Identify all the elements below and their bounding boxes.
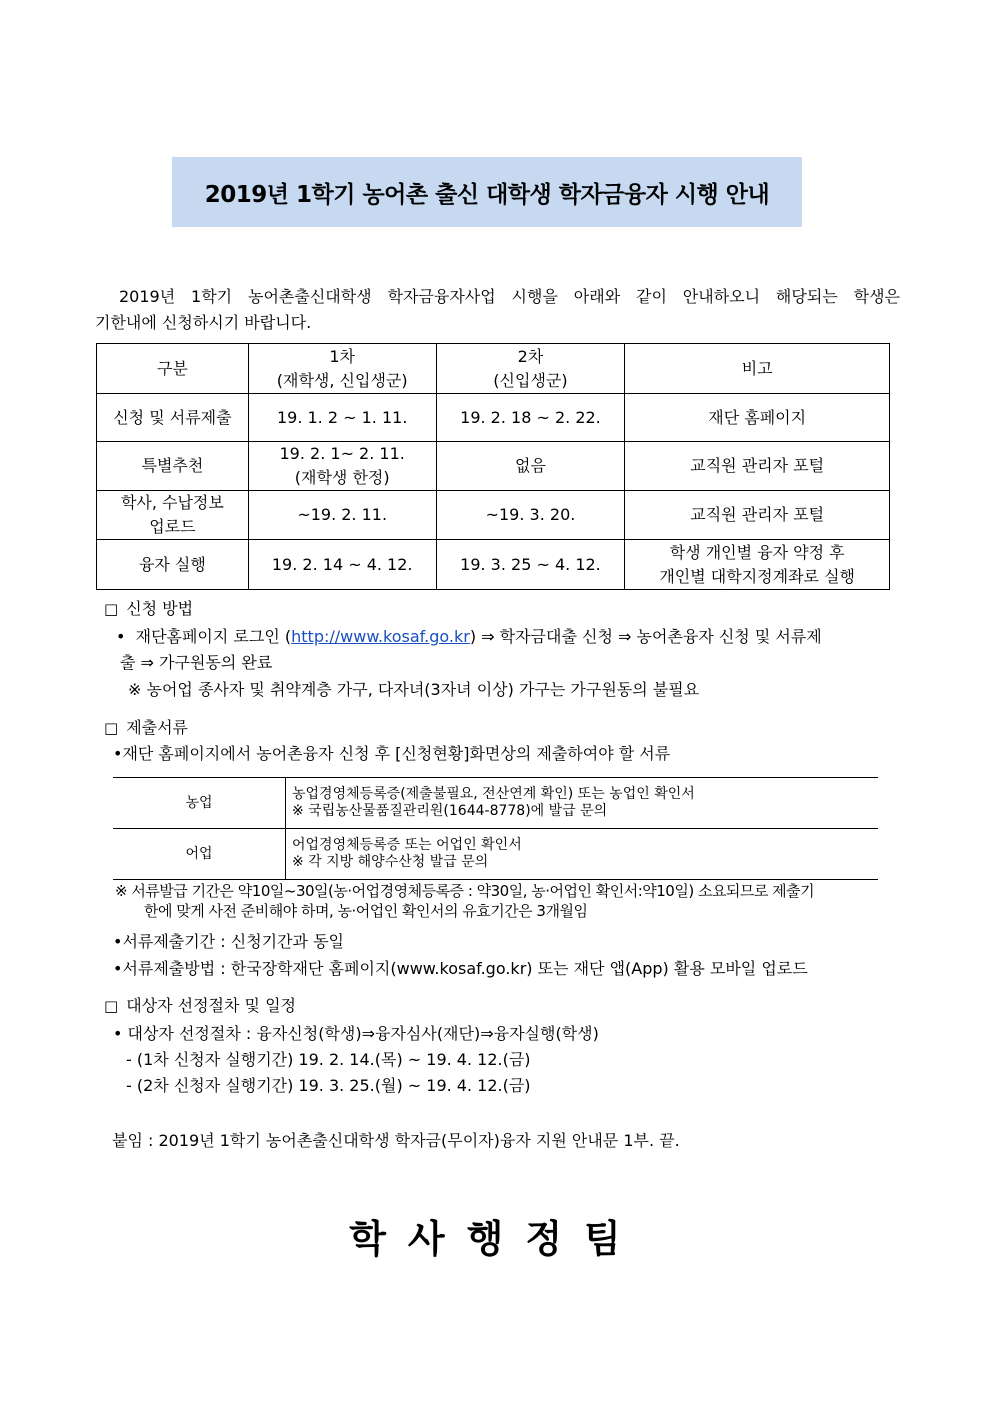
header-cell: 비고 [625,344,890,394]
table-row [113,829,878,880]
document-title [172,157,802,227]
section-docs-heading: □ 제출서류 [104,718,189,737]
header-cell: 구분 [97,344,249,394]
select-second-period: - (2차 신청자 실행기간) 19. 3. 25.(월) ~ 19. 4. 12.(금) [126,1076,531,1095]
schedule-header-row [97,344,890,394]
table-row [97,442,890,491]
select-first-period: - (1차 신청자 실행기간) 19. 2. 14.(목) ~ 19. 4. 12.(금) [126,1050,531,1069]
doc-desc: 어업경영체등록증 또는 어업인 확인서 ※ 각 지방 해양수산청 발급 문의 [286,829,879,880]
docs-bullet: •재단 홈페이지에서 농어촌융자 신청 후 [신청현황]화면상의 제출하여야 할 서류 [113,744,671,763]
row-label: 신청 및 서류제출 [97,394,249,442]
cell-first: 19. 2. 14 ~ 4. 12. [248,540,436,590]
cell-first: ~19. 2. 11. [248,491,436,540]
intro-line-1: 2019년 1학기 농어촌출신대학생 학자금융자사업 시행을 아래와 같이 안내하오니 해당되는 학생은 [119,287,900,306]
cell-note: 재단 홈페이지 [625,394,890,442]
select-procedure: • 대상자 선정절차 : 융자신청(학생)⇒융자심사(재단)⇒융자실행(학생) [113,1024,599,1043]
attachment-line: 붙임 : 2019년 1학기 농어촌출신대학생 학자금(무이자)융자 지원 안내문 1부. 끝. [112,1131,680,1150]
checkbox-square-icon: □ [104,997,119,1015]
docs-method: •서류제출방법 : 한국장학재단 홈페이지(www.kosaf.go.kr) 또는 재단 앱(App) 활용 모바일 업로드 [113,959,808,978]
kosaf-link[interactable]: http://www.kosaf.go.kr [291,627,470,646]
apply-step-continued: 출 ⇒ 가구원동의 완료 [120,653,273,672]
doc-type: 어업 [113,829,286,880]
header-cell: 1차 (재학생, 신입생군) [248,344,436,394]
row-label: 학사, 수납정보 업로드 [97,491,249,540]
cell-note: 교직원 관리자 포털 [625,442,890,491]
row-label: 특별추천 [97,442,249,491]
schedule-table [96,343,890,590]
cell-second: ~19. 3. 20. [436,491,625,540]
row-label: 융자 실행 [97,540,249,590]
docs-period: •서류제출기간 : 신청기간과 동일 [113,932,345,951]
cell-note: 교직원 관리자 포털 [625,491,890,540]
docs-note: ※ 서류발급 기간은 약10일~30일(농·어업경영체등록증 : 약30일, 농·어업인 확인서:약10일) 소요되므로 제출기 한에 맞게 사전 준비해야 하며, 농·어업인 확인서의 유효기간은 3개월임 [115,882,815,920]
intro-line-2: 기한내에 신청하시기 바랍니다. [95,313,312,332]
table-row [97,491,890,540]
document-title-text: 2019년 1학기 농어촌 출신 대학생 학자금융자 시행 안내 [204,181,770,208]
checkbox-square-icon: □ [104,600,119,618]
section-select-heading: □ 대상자 선정절차 및 일정 [104,996,297,1015]
header-cell: 2차 (신입생군) [436,344,625,394]
apply-step: • 재단홈페이지 로그인 (http://www.kosaf.go.kr) ⇒ 학자금대출 신청 ⇒ 농어촌융자 신청 및 서류제 [116,627,822,646]
team-name: 학사행정팀 [349,1217,643,1261]
table-row [113,778,878,829]
cell-first: 19. 2. 1~ 2. 11. (재학생 한정) [248,442,436,491]
checkbox-square-icon: □ [104,719,119,737]
intro-paragraph [95,284,900,336]
cell-second: 없음 [436,442,625,491]
cell-second: 19. 2. 18 ~ 2. 22. [436,394,625,442]
cell-second: 19. 3. 25 ~ 4. 12. [436,540,625,590]
table-row [97,540,890,590]
doc-type: 농업 [113,778,286,829]
table-row [97,394,890,442]
documents-table [113,777,878,880]
cell-note: 학생 개인별 융자 약정 후 개인별 대학지정계좌로 실행 [625,540,890,590]
apply-note: ※ 농어업 종사자 및 취약계층 가구, 다자녀(3자녀 이상) 가구는 가구원동의 불필요 [128,680,700,699]
cell-first: 19. 1. 2 ~ 1. 11. [248,394,436,442]
bullet-icon: • [116,627,126,646]
doc-desc: 농업경영체등록증(제출불필요, 전산연계 확인) 또는 농업인 확인서 ※ 국립농산물품질관리원(1644-8778)에 발급 문의 [286,778,879,829]
section-apply-heading: □ 신청 방법 [104,599,194,618]
